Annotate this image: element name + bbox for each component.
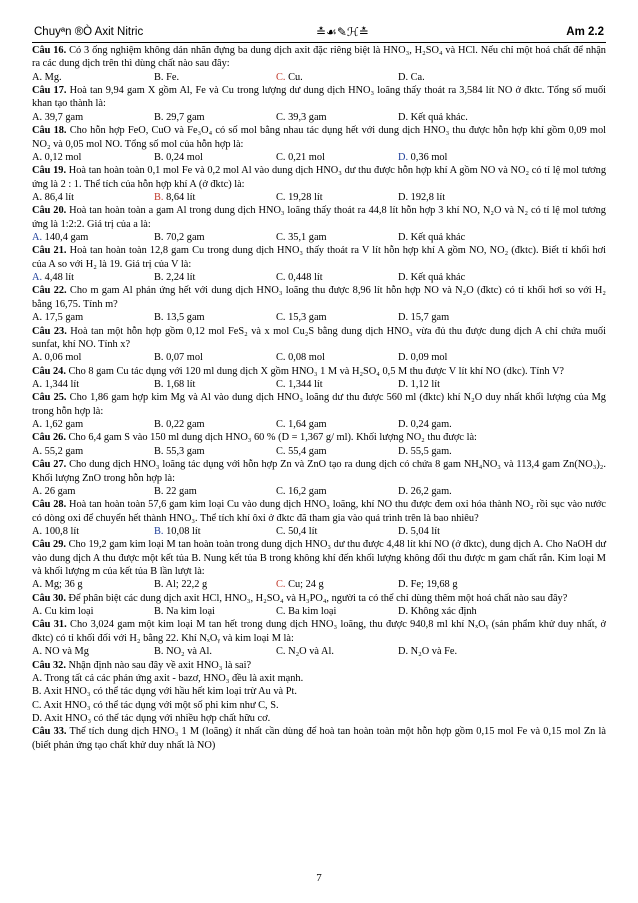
- question-text: [32, 325, 606, 352]
- answer-option: [154, 525, 276, 538]
- answer-options: [32, 485, 606, 498]
- answer-option: [154, 485, 276, 498]
- question-body: Thể tích dung dịch HNO₃ 1 M (loãng) ít nhất cần dùng để hoà tan hoàn toàn một hỗn hợp gồm 0,15 mol Fe và 0,15 mol Zn là (biết phản ứng tạo chất khử duy nhất là NO): [32, 726, 606, 751]
- question-body: Cho 8 gam Cu tác dụng với 120 ml dung dịch X gồm HNO₃ 1 M và H₂SO₄ 0,5 M thu được V lít khí NO (dkc). Tính V?: [68, 365, 565, 377]
- option-letter: B.: [154, 232, 164, 244]
- option-letter: A.: [32, 151, 43, 163]
- answer-option: [276, 111, 398, 124]
- answer-option: [154, 71, 276, 84]
- option-text: 17,5 gam: [44, 312, 84, 324]
- answer-options: [32, 378, 606, 391]
- answer-options: [32, 578, 606, 591]
- answer-option: [276, 445, 398, 458]
- question-body: Nhận định nào sau đây về axit HNO₃ là sai?: [68, 659, 252, 671]
- option-letter: D.: [398, 151, 409, 163]
- question-body: Để phân biệt các dung dịch axit HCl, HNO₃, H₂SO₄ và H₃PO₄, người ta có thể chỉ dùng thêm một hoá chất nào sau đây?: [68, 592, 568, 604]
- option-letter: B.: [154, 312, 164, 324]
- option-text: N₂O và Al.: [288, 646, 334, 658]
- answer-option: [32, 485, 154, 498]
- option-text: 26,2 gam.: [410, 485, 452, 497]
- option-letter: C.: [276, 646, 286, 658]
- option-letter: C.: [276, 378, 286, 390]
- option-letter: D.: [398, 485, 409, 497]
- question-number: Câu 18.: [32, 125, 67, 137]
- option-letter: C.: [276, 111, 286, 123]
- question-text: [32, 592, 606, 605]
- question-text: [32, 725, 606, 752]
- question-text: [32, 458, 606, 485]
- answer-option: [154, 151, 276, 164]
- question-number: Câu 27.: [32, 459, 67, 471]
- option-letter: D.: [398, 646, 409, 658]
- answer-option: [398, 645, 520, 658]
- option-text: Không xác định: [410, 606, 477, 618]
- option-letter: C.: [276, 232, 286, 244]
- option-letter: C.: [276, 312, 286, 324]
- question-block: [32, 725, 606, 752]
- option-letter: B.: [154, 111, 164, 123]
- answer-options: [32, 71, 606, 84]
- question-block: [32, 458, 606, 498]
- statement-line: D. Axit HNO₃ có thể tác dụng với nhiều hợp chất hữu cơ.: [32, 712, 271, 724]
- answer-option: [276, 151, 398, 164]
- option-text: 26 gam: [44, 485, 76, 497]
- answer-option: [32, 525, 154, 538]
- answer-option: [276, 525, 398, 538]
- option-letter: B.: [154, 378, 164, 390]
- option-text: 55,5 gam.: [410, 445, 452, 457]
- option-letter: D.: [398, 111, 409, 123]
- question-text: [32, 164, 606, 191]
- option-text: 19,28 lít: [288, 191, 323, 203]
- question-number: Câu 28.: [32, 499, 67, 511]
- option-text: 0,22 gam: [166, 419, 205, 431]
- question-text: [32, 84, 606, 111]
- answer-option: [398, 418, 520, 431]
- option-text: 0,09 mol: [410, 352, 448, 364]
- answer-option: [398, 311, 520, 324]
- question-body: Có 3 ống nghiệm không dán nhãn đựng ba dung dịch axit đặc riêng biệt là HNO₃, H₂SO₄ và HCl. Nếu chỉ một hoá chất để nhận ra các dung dịch trên thì dùng chất nào sau đây:: [32, 45, 606, 70]
- answer-option: [32, 191, 154, 204]
- option-text: Ba kim loại: [288, 606, 337, 618]
- option-text: 0,21 mol: [288, 151, 325, 163]
- option-letter: C.: [276, 419, 286, 431]
- option-letter: D.: [398, 191, 409, 203]
- answer-option: [32, 578, 154, 591]
- option-letter: A.: [32, 191, 43, 203]
- answer-option: [154, 311, 276, 324]
- statement-line: B. Axit HNO₃ có thể tác dụng với hầu hết kim loại trừ Au và Pt.: [32, 686, 297, 698]
- answer-options: [32, 525, 606, 538]
- option-text: 1,344 lít: [44, 378, 80, 390]
- answer-option: [398, 351, 520, 364]
- answer-option: [398, 271, 520, 284]
- answer-option: [276, 605, 398, 618]
- option-letter: A.: [32, 485, 43, 497]
- statement-line: C. Axit HNO₃ có thể tác dụng với một số phi kim như C, S.: [32, 699, 279, 711]
- option-text: 2,24 lít: [166, 272, 196, 284]
- option-letter: D.: [398, 352, 409, 364]
- option-text: Fe; 19,68 g: [410, 579, 458, 591]
- question-body: Hoà tan hoàn toàn 0,1 mol Fe và 0,2 mol Al vào dung dịch HNO₃ dư thu được hỗn hợp khí A gồm NO và NO₂ có tỉ lệ mol tương ứng là 2 : 1. Thể tích của hỗn hợp khí A (ở đktc) là:: [32, 165, 606, 190]
- answer-option: [32, 311, 154, 324]
- option-text: Cu kim loại: [44, 606, 94, 618]
- option-letter: D.: [398, 272, 409, 284]
- answer-option: [32, 231, 154, 244]
- question-number: Câu 22.: [32, 285, 67, 297]
- answer-options: [32, 445, 606, 458]
- answer-option: [398, 605, 520, 618]
- question-text: [32, 391, 606, 418]
- question-number: Câu 32.: [32, 659, 66, 671]
- question-body: Cho 1,86 gam hợp kim Mg và Al vào dung dịch HNO₃ loãng dư thu được 560 ml (đktc) khí N₂O duy nhất khối lượng của Mg trong hỗn hợp là:: [32, 392, 606, 417]
- option-text: N₂O và Fe.: [410, 646, 458, 658]
- answer-options: [32, 191, 606, 204]
- option-text: Cu.: [288, 71, 303, 83]
- question-block: [32, 124, 606, 164]
- question-text: [32, 538, 606, 578]
- answer-options: [32, 151, 606, 164]
- answer-options: [32, 231, 606, 244]
- question-body: Hoà tan một hỗn hợp gồm 0,12 mol FeS₂ và x mol Cu₂S bằng dung dịch HNO₃ vừa đủ thu được dung dịch A chỉ chứa muối sunfat, khí NO. Tính x?: [32, 325, 606, 350]
- option-text: 1,344 lít: [288, 378, 323, 390]
- question-number: Câu 26.: [32, 432, 66, 444]
- answer-option: [32, 71, 154, 84]
- answer-option: [32, 605, 154, 618]
- question-body: Cho 3,024 gam một kim loại M tan hết trong dung dịch HNO₃ loãng, thu được 940,8 ml khí NₓOᵧ (sản phẩm khử duy nhất, ở đktc) có tỉ khối đối với H₂ bằng 22. Khí NₓOᵧ và kim loại M là:: [32, 619, 606, 644]
- answer-option: [154, 605, 276, 618]
- answer-option: [398, 71, 520, 84]
- question-number: Câu 29.: [32, 539, 66, 551]
- question-block: [32, 204, 606, 244]
- option-text: 0,06 mol: [44, 352, 82, 364]
- answer-option: [32, 418, 154, 431]
- page-header: [32, 26, 606, 43]
- question-text: [32, 431, 606, 444]
- question-number: Câu 33.: [32, 726, 67, 738]
- question-number: Câu 24.: [32, 365, 66, 377]
- option-letter: C.: [276, 579, 286, 591]
- option-text: 16,2 gam: [288, 485, 327, 497]
- option-letter: B.: [154, 71, 164, 83]
- option-text: 70,2 gam: [166, 232, 205, 244]
- question-text: [32, 244, 606, 271]
- answer-options: [32, 418, 606, 431]
- answer-option: [154, 418, 276, 431]
- option-text: 8,64 lít: [166, 191, 196, 203]
- option-text: 55,2 gam: [44, 445, 84, 457]
- option-text: Cu; 24 g: [288, 579, 324, 591]
- header-tag: Am 2.2: [566, 26, 604, 38]
- option-letter: D.: [398, 445, 409, 457]
- option-letter: D.: [398, 378, 409, 390]
- option-letter: C.: [276, 272, 286, 284]
- page-number: 7: [316, 872, 322, 884]
- option-letter: B.: [154, 272, 164, 284]
- option-text: 15,7 gam: [410, 312, 450, 324]
- question-block: [32, 84, 606, 124]
- option-letter: B.: [154, 579, 164, 591]
- option-letter: C.: [276, 151, 286, 163]
- option-letter: C.: [276, 485, 286, 497]
- answer-option: [32, 271, 154, 284]
- option-text: Kết quả khác.: [410, 111, 468, 123]
- question-body: Hoà tan 9,94 gam X gồm Al, Fe và Cu trong lượng dư dung dịch HNO₃ loãng thấy thoát ra 3,584 lít NO ở đktc. Tổng số muối khan tạo thành là:: [32, 85, 607, 110]
- option-text: 50,4 lít: [288, 525, 318, 537]
- answer-option: [398, 578, 520, 591]
- question-text: [32, 498, 606, 525]
- answer-option: [276, 645, 398, 658]
- answer-options: [32, 111, 606, 124]
- answer-option: [276, 378, 398, 391]
- answer-option: [276, 311, 398, 324]
- answer-option: [32, 111, 154, 124]
- statement-line: A. Trong tất cả các phản ứng axit - bazơ, HNO₃ đều là axit mạnh.: [32, 672, 304, 684]
- answer-option: [398, 445, 520, 458]
- option-letter: C.: [276, 191, 286, 203]
- question-body: Cho m gam Al phản ứng hết với dung dịch HNO₃ loãng thu được 8,96 lít hỗn hợp NO và N₂O (đktc) có tỉ khối hơi so với H₂ bằng 16,75. Tính m?: [32, 285, 606, 310]
- option-letter: A.: [32, 445, 43, 457]
- question-block: [32, 431, 606, 458]
- option-text: 5,04 lít: [410, 525, 440, 537]
- answer-option: [398, 485, 520, 498]
- option-letter: A.: [32, 419, 43, 431]
- option-text: 86,4 lít: [44, 191, 74, 203]
- answer-option: [32, 151, 154, 164]
- option-letter: A.: [32, 352, 43, 364]
- option-text: Ca.: [410, 71, 425, 83]
- option-text: 1,68 lít: [166, 378, 196, 390]
- option-text: 13,5 gam: [166, 312, 205, 324]
- question-number: Câu 16.: [32, 45, 67, 56]
- option-letter: A.: [32, 272, 43, 284]
- option-text: 10,08 lít: [166, 525, 201, 537]
- option-letter: A.: [32, 646, 43, 658]
- option-text: 140,4 gam: [44, 232, 89, 244]
- option-letter: B.: [154, 606, 164, 618]
- option-letter: C.: [276, 71, 286, 83]
- answer-options: [32, 271, 606, 284]
- option-text: 22 gam: [166, 485, 197, 497]
- option-letter: C.: [276, 606, 286, 618]
- answer-option: [154, 645, 276, 658]
- answer-option: [276, 71, 398, 84]
- answer-options: [32, 645, 606, 658]
- option-text: Mg; 36 g: [44, 579, 83, 591]
- option-letter: A.: [32, 312, 43, 324]
- question-block: [32, 592, 606, 619]
- option-text: 15,3 gam: [288, 312, 327, 324]
- option-letter: D.: [398, 232, 409, 244]
- option-text: 55,3 gam: [166, 445, 205, 457]
- question-body: Hoà tan hoàn toàn 12,8 gam Cu trong dung dịch HNO₃ thấy thoát ra V lít hỗn hợp khí A gồm NO, NO₂ (đktc). Biết tỉ khối hơi của A so với H₂ là 19. Giá trị của V là:: [32, 245, 607, 270]
- option-letter: B.: [154, 646, 164, 658]
- answer-option: [154, 111, 276, 124]
- option-text: NO và Mg: [44, 646, 89, 658]
- question-body: Cho 19,2 gam kim loại M tan hoàn toàn trong dung dịch HNO₃ dư thu được 4,48 lít khí NO (ở đktc), dung dịch A. Cho NaOH dư vào dung dịch A thu được một kết tủa B. Nung kết tủa B trong không khí đến khối lượng không đổi thu được m gam chất rắn. Kim loại M và khối lượng m của kết tủa B lần lượt là:: [32, 539, 606, 578]
- option-letter: D.: [398, 606, 409, 618]
- answer-option: [32, 645, 154, 658]
- answer-option: [32, 351, 154, 364]
- answer-option: [154, 231, 276, 244]
- option-text: Na kim loại: [166, 606, 215, 618]
- option-text: 0,448 lít: [288, 272, 323, 284]
- option-text: Fe.: [166, 71, 180, 83]
- question-text: [32, 365, 606, 378]
- answer-option: [154, 445, 276, 458]
- question-block: [32, 325, 606, 365]
- option-letter: A.: [32, 525, 43, 537]
- question-number: Câu 25.: [32, 392, 67, 404]
- answer-option: [32, 445, 154, 458]
- option-text: 0,36 mol: [410, 151, 448, 163]
- option-text: NO₂ và Al.: [166, 646, 212, 658]
- question-block: [32, 618, 606, 658]
- answer-option: [398, 231, 520, 244]
- question-block: [32, 365, 606, 392]
- answer-option: [154, 191, 276, 204]
- question-body: Cho 6,4 gam S vào 150 ml dung dịch HNO₃ 60 % (D = 1,367 g/ ml). Khối lượng NO₂ thu được là:: [68, 432, 477, 444]
- option-letter: A.: [32, 606, 43, 618]
- option-letter: C.: [276, 352, 286, 364]
- question-body: Hoà tan hoàn toàn 57,6 gam kim loại Cu vào dung dịch HNO₃ loãng, khí NO thu được đem oxi hóa thành NO₂ rồi sục vào nước có dòng oxi để chuyển hết thành HNO₃. Thể tích khí ôxi ở đktc đã tham gia vào quá trình trên là bao nhiêu?: [32, 499, 606, 524]
- answer-option: [276, 191, 398, 204]
- question-text: [32, 284, 606, 311]
- answer-option: [154, 578, 276, 591]
- answer-options: [32, 311, 606, 324]
- question-number: Câu 23.: [32, 325, 67, 337]
- question-number: Câu 21.: [32, 245, 67, 257]
- answer-option: [154, 378, 276, 391]
- option-text: 0,07 mol: [166, 352, 203, 364]
- header-ornament: ≛☙✎ℋ≛: [316, 25, 369, 39]
- question-block: [32, 284, 606, 324]
- option-letter: B.: [154, 419, 164, 431]
- option-letter: D.: [398, 71, 409, 83]
- option-text: 1,12 lít: [410, 378, 440, 390]
- question-body: Cho hỗn hợp FeO, CuO và Fe₃O₄ có số mol bằng nhau tác dụng hết với dung dịch HNO₃ thu được hỗn hợp khí gồm 0,09 mol NO₂ và 0,05 mol NO. Tổng số mol của hỗn hợp là:: [32, 125, 606, 150]
- option-letter: A.: [32, 579, 43, 591]
- option-text: 100,8 lít: [44, 525, 80, 537]
- option-text: 55,4 gam: [288, 445, 327, 457]
- question-number: Câu 17.: [32, 85, 67, 97]
- option-letter: A.: [32, 378, 43, 390]
- question-block: [32, 498, 606, 538]
- option-text: 1,62 gam: [44, 419, 84, 431]
- option-letter: B.: [154, 485, 164, 497]
- option-text: 39,7 gam: [44, 111, 84, 123]
- option-text: Al; 22,2 g: [165, 579, 208, 591]
- question-block: [32, 659, 606, 726]
- question-number: Câu 30.: [32, 592, 66, 604]
- option-letter: A.: [32, 232, 43, 244]
- option-letter: D.: [398, 312, 409, 324]
- question-body: Cho dung dịch HNO₃ loãng tác dụng với hỗn hợp Zn và ZnO tạo ra dung dịch có chứa 8 gam NH₄NO₃ và 113,4 gam Zn(NO₃)₂. Khối lượng ZnO trong hỗn hợp là:: [32, 459, 606, 484]
- option-text: 0,24 gam.: [410, 419, 452, 431]
- answer-option: [398, 151, 520, 164]
- option-letter: B.: [154, 352, 164, 364]
- question-list: [32, 44, 606, 752]
- option-text: 0,12 mol: [44, 151, 82, 163]
- question-number: Câu 20.: [32, 205, 67, 217]
- option-letter: D.: [398, 579, 409, 591]
- question-number: Câu 31.: [32, 619, 67, 631]
- answer-option: [276, 418, 398, 431]
- option-text: 192,8 lít: [410, 191, 446, 203]
- option-letter: B.: [154, 151, 164, 163]
- answer-option: [276, 351, 398, 364]
- answer-option: [276, 485, 398, 498]
- question-number: Câu 19.: [32, 165, 67, 177]
- option-text: 29,7 gam: [166, 111, 205, 123]
- question-block: [32, 164, 606, 204]
- option-text: 35,1 gam: [288, 232, 327, 244]
- answer-option: [32, 378, 154, 391]
- question-block: [32, 44, 606, 84]
- option-letter: A.: [32, 111, 43, 123]
- question-block: [32, 391, 606, 431]
- option-text: 1,64 gam: [288, 419, 327, 431]
- question-text: [32, 204, 606, 231]
- option-letter: D.: [398, 419, 409, 431]
- answer-option: [398, 111, 520, 124]
- option-letter: B.: [154, 191, 164, 203]
- question-block: [32, 244, 606, 284]
- option-letter: D.: [398, 525, 409, 537]
- option-text: 0,24 mol: [166, 151, 203, 163]
- question-text: [32, 44, 606, 71]
- option-letter: C.: [276, 525, 286, 537]
- option-letter: B.: [154, 445, 164, 457]
- option-text: Kết quả khác: [410, 272, 466, 284]
- answer-option: [276, 231, 398, 244]
- header-title: Chuyªn ®Ò Axit Nitric: [34, 26, 144, 38]
- answer-option: [154, 351, 276, 364]
- answer-option: [398, 378, 520, 391]
- option-text: Mg.: [44, 71, 62, 83]
- option-text: 4,48 lít: [44, 272, 74, 284]
- question-body: Hoà tan hoàn toàn a gam Al trong dung dịch HNO₃ loãng thấy thoát ra 44,8 lít hỗn hợp 3 khí NO, N₂O và N₂ có tỉ lệ mol tương ứng là 1:2:2. Giá trị của a là:: [32, 205, 606, 230]
- option-text: 0,08 mol: [288, 352, 325, 364]
- question-text: [32, 124, 606, 151]
- option-text: 39,3 gam: [288, 111, 327, 123]
- question-text: [32, 659, 606, 672]
- answer-option: [154, 271, 276, 284]
- option-letter: B.: [154, 525, 164, 537]
- option-text: Kết quả khác: [410, 232, 466, 244]
- question-block: [32, 538, 606, 591]
- answer-option: [398, 525, 520, 538]
- answer-option: [276, 578, 398, 591]
- option-letter: C.: [276, 445, 286, 457]
- option-letter: A.: [32, 71, 43, 83]
- question-text: [32, 618, 606, 645]
- answer-options: [32, 351, 606, 364]
- answer-option: [276, 271, 398, 284]
- answer-option: [398, 191, 520, 204]
- answer-options: [32, 605, 606, 618]
